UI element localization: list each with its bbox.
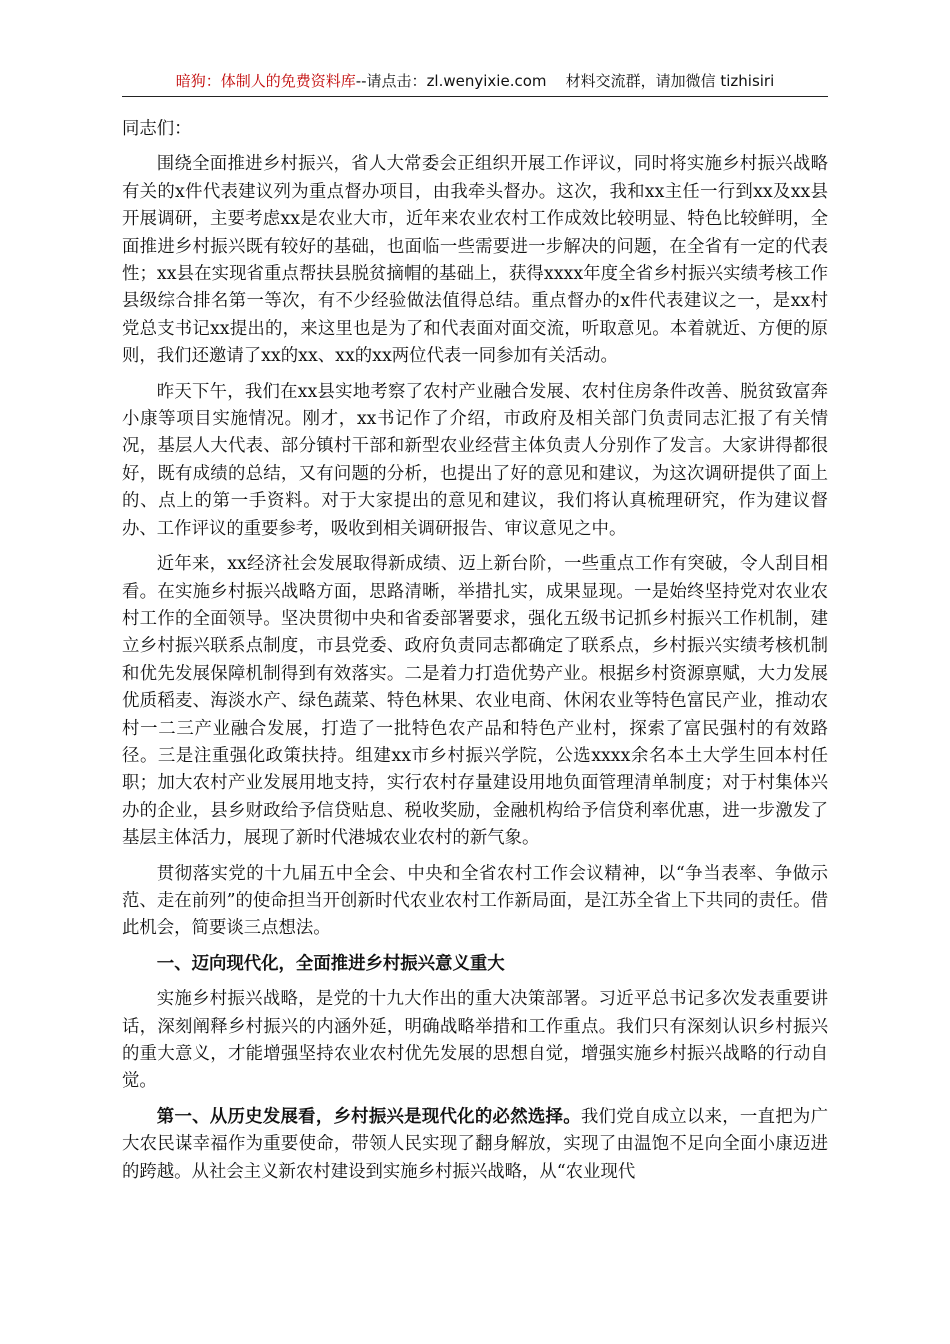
paragraph-3: 近年来，xx经济社会发展取得新成绩、迈上新台阶，一些重点工作有突破，令人刮目相看。在实施乡村振兴战略方面，思路清晰，举措扎实，成果显现。一是始终坚持党对农业农村工作的全面领导。坚决贯彻中央和省委部署要求，强化五级书记抓乡村振兴工作机制，建立乡村振兴联系点制度，市县党委、政府负责同志都确定了联系点，乡村振兴实绩考核机制和优先发展保障机制得到有效落实。二是着力打造优势产业。根据乡村资源禀赋，大力发展优质稻麦、海淡水产、绿色蔬菜、特色林果、农业电商、休闲农业等特色富民产业，推动农村一二三产业融合发展，打造了一批特色农产品和特色产业村，探索了富民强村的有效路径。三是注重强化政策扶持。组建xx市乡村振兴学院，公选xxxx余名本土大学生回本村任职；加大农村产业发展用地支持，实行农村存量建设用地负面管理清单制度；对于村集体兴办的企业，县乡财政给予信贷贴息、税收奖励，金融机构给予信贷利率优惠，进一步激发了基层主体活力，展现了新时代港城农业农村的新气象。 (122, 554, 828, 849)
paragraph-4: 贯彻落实党的十九届五中全会、中央和全省农村工作会议精神，以“争当表率、争做示范、走在前列”的使命担当开创新时代农业农村工作新局面，是江苏全省上下共同的责任。借此机会，简要谈三点想法。 (122, 863, 828, 939)
header-contact: 材料交流群，请加微信 tizhisiri (565, 72, 775, 90)
document-body (122, 116, 828, 1186)
paragraph-1: 围绕全面推进乡村振兴，省人大常委会正组织开展工作评议，同时将实施乡村振兴战略有关的x件代表建议列为重点督办项目，由我牵头督办。这次，我和xx主任一行到xx及xx县开展调研，主要考虑xx是农业大市，近年来农业农村工作成效比较明显、特色比较鲜明，全面推进乡村振兴既有较好的基础，也面临一些需要进一步解决的问题，在全省有一定的代表性；xx县在实现省重点帮扶县脱贫摘帽的基础上，获得xxxx年度全省乡村振兴实绩考核工作县级综合排名第一等次，有不少经验做法值得总结。重点督办的x件代表建议之一，是xx村党总支书记xx提出的，来这里也是为了和代表面对面交流，听取意见。本着就近、方便的原则，我们还邀请了xx的xx、xx的xx两位代表一同参加有关活动。 (122, 154, 828, 367)
header-divider (122, 96, 828, 97)
paragraph-6 (122, 1104, 828, 1186)
header-url-link[interactable]: zl.wenyixie.com (426, 72, 547, 90)
header-brand: 暗狗：体制人的免费资料库 (175, 72, 356, 90)
paragraph-2: 昨天下午，我们在xx县实地考察了农村产业融合发展、农村住房条件改善、脱贫致富奔小康等项目实施情况。刚才，xx书记作了介绍，市政府及相关部门负责同志汇报了有关情况，基层人大代表、部分镇村干部和新型农业经营主体负责人分别作了发言。大家讲得都很好，既有成绩的总结，又有问题的分析，也提出了好的意见和建议，为这次调研提供了面上的、点上的第一手资料。对于大家提出的意见和建议，我们将认真梳理研究，作为建议督办、工作评议的重要参考，吸收到相关调研报告、审议意见之中。 (122, 381, 828, 539)
paragraph-6-body: 我们党自成立以来，一直把为广大农民谋幸福作为重要使命，带领人民实现了翻身解放，实现了由温饱不足向全面小康迈进的跨越。从社会主义新农村建设到实施乡村振兴战略，从“农业现代 (122, 1106, 828, 1182)
paragraph-5: 实施乡村振兴战略，是党的十九大作出的重大决策部署。习近平总书记多次发表重要讲话，深刻阐释乡村振兴的内涵外延，明确战略举措和工作重点。我们只有深刻认识乡村振兴的重大意义，才能增强坚持农业农村优先发展的思想自觉，增强实施乡村振兴战略的行动自觉。 (122, 989, 828, 1092)
page-header (122, 70, 828, 92)
section-heading-1: 一、迈向现代化，全面推进乡村振兴意义重大 (156, 953, 505, 974)
salutation: 同志们： (122, 119, 192, 139)
header-prompt: --请点击： (355, 72, 427, 90)
paragraph-6-lead: 第一、从历史发展看，乡村振兴是现代化的必然选择。 (156, 1106, 581, 1127)
